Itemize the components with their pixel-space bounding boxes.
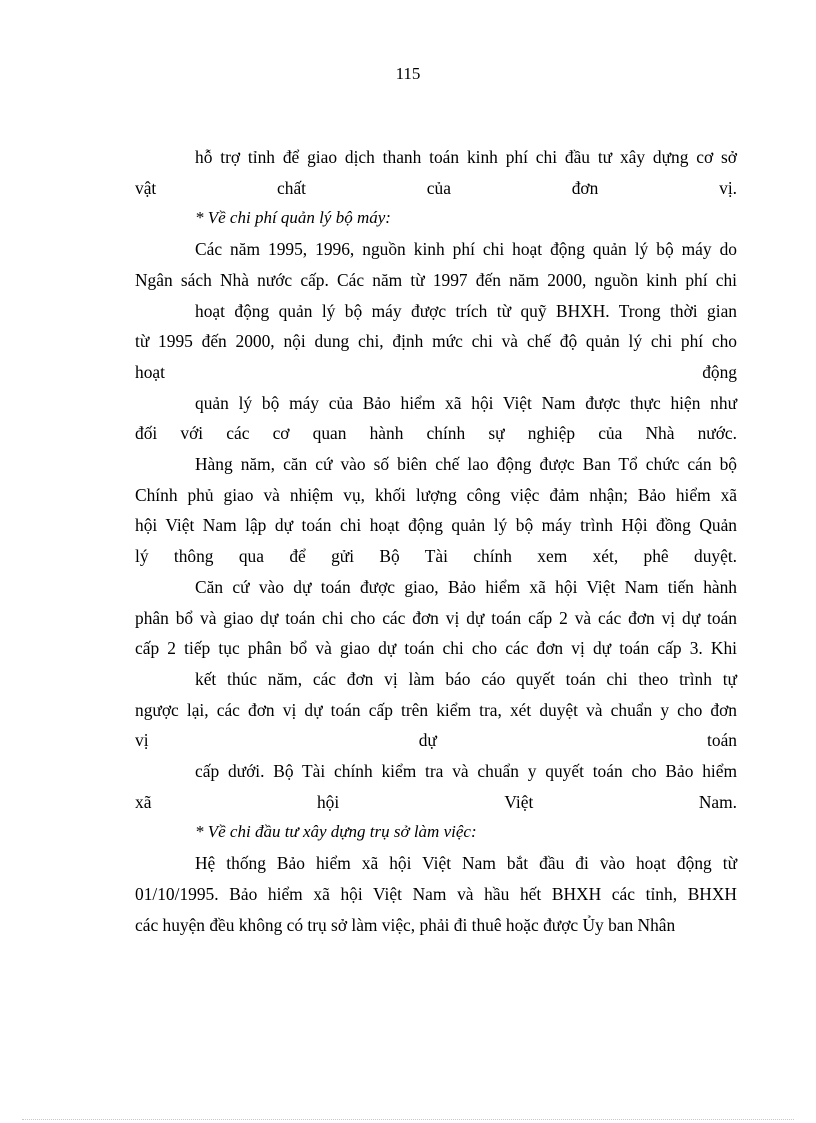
text-line: từ 1995 đến 2000, nội dung chi, định mức chi và chế độ quản lý chi phí cho (135, 331, 737, 352)
section-heading: * Về chi đầu tư xây dựng trụ sở làm việc: (195, 822, 477, 842)
text-line: hỗ trợ tỉnh để giao dịch thanh toán kinh phí chi đầu tư xây dựng cơ sở (195, 147, 737, 167)
section-heading: * Về chi phí quản lý bộ máy: (195, 208, 391, 228)
text-line: 01/10/1995. Bảo hiểm xã hội Việt Nam và hầu hết BHXH các tỉnh, BHXH (135, 883, 737, 904)
text-line: cấp 2 tiếp tục phân bổ và giao dự toán chi cho các đơn vị dự toán cấp 3. Khi (135, 638, 737, 659)
text-line: hội Việt Nam lập dự toán chi hoạt động quản lý bộ máy trình Hội đồng Quản (135, 515, 737, 536)
text-line: Căn cứ vào dự toán được giao, Bảo hiểm xã hội Việt Nam tiến hành (195, 576, 737, 597)
text-line: Các năm 1995, 1996, nguồn kinh phí chi hoạt động quản lý bộ máy do (195, 239, 737, 260)
page-number: 115 (395, 64, 421, 83)
page-bottom-border (22, 1119, 794, 1120)
text-line: hoạt động (135, 361, 737, 382)
text-line: Hàng năm, căn cứ vào số biên chế lao động được Ban Tổ chức cán bộ (195, 454, 737, 475)
text-line: Chính phủ giao và nhiệm vụ, khối lượng công việc đảm nhận; Bảo hiểm xã (135, 484, 737, 505)
text-line: quản lý bộ máy của Bảo hiểm xã hội Việt Nam được thực hiện như (195, 392, 737, 413)
text-line: vị dự toán (135, 730, 737, 751)
text-line: Ngân sách Nhà nước cấp. Các năm từ 1997 đến năm 2000, nguồn kinh phí chi (135, 269, 737, 290)
text-line: hoạt động quản lý bộ máy được trích từ quỹ BHXH. Trong thời gian (195, 300, 737, 321)
text-line: các huyện đều không có trụ sở làm việc, phải đi thuê hoặc được Ủy ban Nhân (135, 914, 676, 935)
body-text (135, 142, 737, 940)
text-line: lý thông qua để gửi Bộ Tài chính xem xét, phê duyệt. (135, 546, 737, 567)
text-line: vật chất của đơn vị. (135, 177, 737, 198)
text-line: ngược lại, các đơn vị dự toán cấp trên kiểm tra, xét duyệt và chuẩn y cho đơn (135, 699, 737, 720)
text-line: xã hội Việt Nam. (135, 791, 737, 812)
text-line: Hệ thống Bảo hiểm xã hội Việt Nam bắt đầu đi vào hoạt động từ (195, 853, 737, 874)
text-line: cấp dưới. Bộ Tài chính kiểm tra và chuẩn y quyết toán cho Bảo hiểm (195, 761, 737, 782)
text-line: phân bổ và giao dự toán chi cho các đơn vị dự toán cấp 2 và các đơn vị dự toán (135, 607, 737, 628)
text-line: đối với các cơ quan hành chính sự nghiệp của Nhà nước. (135, 423, 737, 444)
text-line: kết thúc năm, các đơn vị làm báo cáo quyết toán chi theo trình tự (195, 668, 737, 689)
